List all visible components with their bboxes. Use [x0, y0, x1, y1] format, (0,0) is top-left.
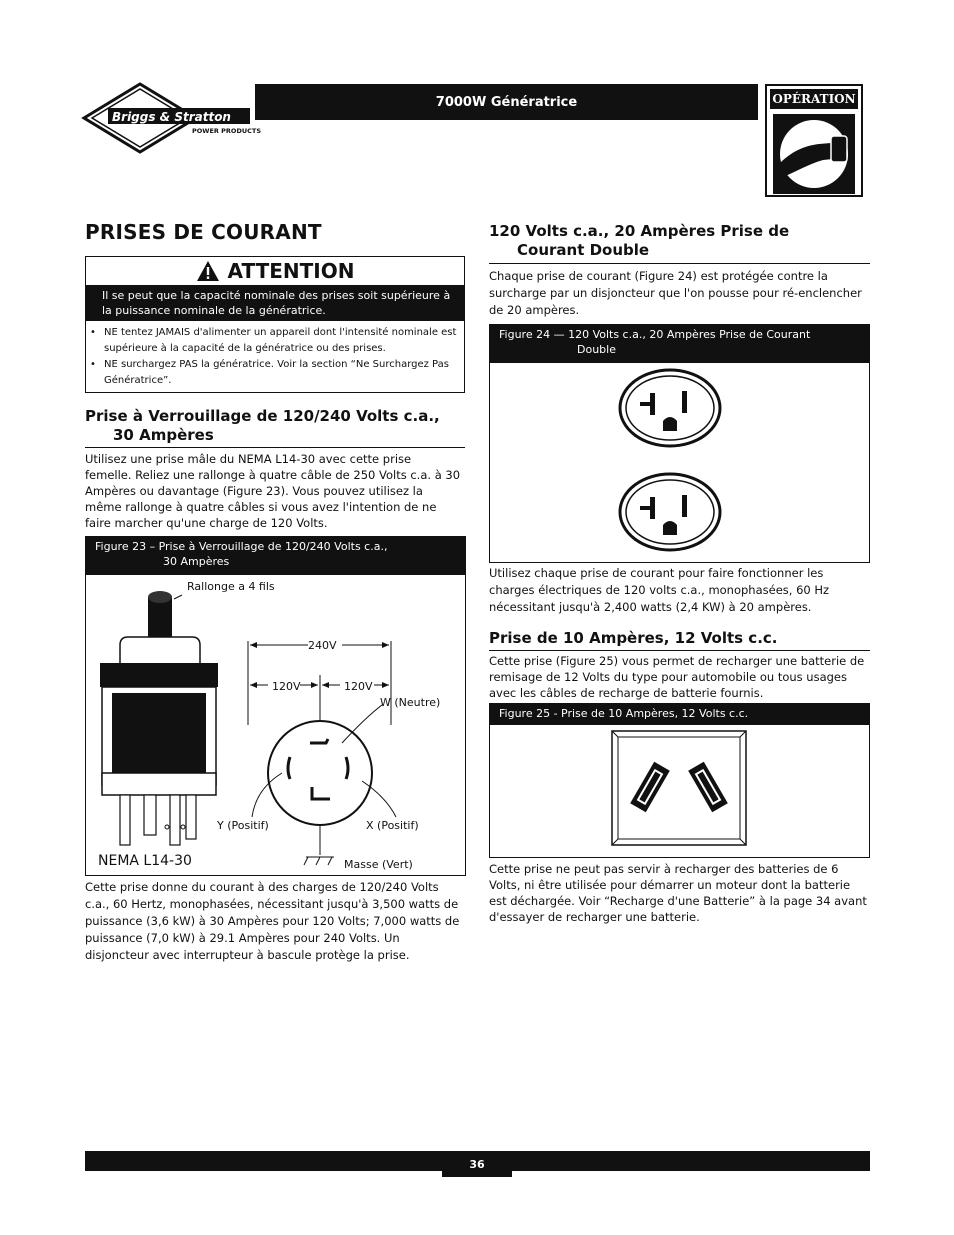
label-nema: NEMA L14-30 — [98, 853, 192, 869]
label-120v-left: 120V — [272, 680, 301, 693]
label-240v: 240V — [308, 639, 337, 652]
operation-badge — [765, 84, 863, 197]
attention-bullet: • NE surchargez PAS la génératrice. Voir la section “Ne Surchargez Pas Génératrice”. — [104, 357, 458, 389]
duplex-outlet-diagram — [490, 363, 869, 562]
brand-logo — [82, 82, 262, 154]
figure-24 — [489, 362, 870, 563]
dc-warning: Cette prise ne peut pas servir à recharger des batteries de 6 Volts, ni être utilisée pour démarrer un moteur dont la batterie est déchargée. Voir “Recharge d'une Batterie” à la page 34 avant d'essayer de recharger une batterie. — [489, 862, 867, 924]
label-y: Y (Positif) — [217, 819, 269, 832]
figure-25 — [489, 724, 870, 858]
attention-title: ATTENTION — [227, 259, 355, 283]
attention-bullet: • NE tentez JAMAIS d'alimenter un appareil dont l'intensité nominale est supérieure à la capacité de la génératrice ou des prises. — [104, 325, 458, 357]
figure-23-caption-line-1: Figure 23 – Prise à Verrouillage de 120/240 Volts c.a., — [95, 540, 388, 553]
section-heading-locking — [85, 407, 465, 448]
heading-line-1: 120 Volts c.a., 20 Ampères Prise de — [489, 222, 790, 240]
attention-list — [86, 325, 464, 389]
figure-23 — [85, 574, 466, 876]
operation-badge-label: OPÉRATION — [770, 89, 858, 109]
heading-line-2: 30 Ampères — [113, 426, 214, 444]
section-heading-duplex — [489, 222, 870, 264]
warning-triangle-icon — [196, 260, 220, 282]
locking-outro: Cette prise donne du courant à des charges de 120/240 Volts c.a., 60 Hertz, monophasées, nécessitant jusqu'à 3,500 watts de puissance (3,6 kW) à 30 Ampères pour 120 Volts; 7,000 watts de puissance (7,0 kW) à 29.1 Ampères pour 240 Volts. Un disjoncteur avec interrupteur à bascule protège la prise. — [85, 880, 460, 962]
figure-25-caption: Figure 25 - Prise de 10 Ampères, 12 Volts c.c. — [489, 703, 870, 724]
dc-slot-right — [688, 762, 728, 813]
document-title: 7000W Génératrice — [255, 84, 758, 120]
brand-sub: POWER PRODUCTS — [192, 127, 262, 135]
figure-24-caption — [489, 324, 870, 362]
page-title: PRISES DE COURANT — [85, 220, 322, 244]
label-neutre: W (Neutre) — [380, 696, 441, 709]
attention-box — [85, 256, 465, 393]
section-heading-dc: Prise de 10 Ampères, 12 Volts c.c. — [489, 629, 870, 651]
hand-switch-icon — [769, 112, 859, 196]
label-120v-right: 120V — [344, 680, 373, 693]
attention-warning: Il se peut que la capacité nominale des prises soit supérieure à la puissance nominale de la génératrice. — [86, 285, 464, 321]
dc-intro: Cette prise (Figure 25) vous permet de recharger une batterie de remisage de 12 Volts du type pour automobile ou tous usages avec les câbles de recharge de batterie fournis. — [489, 654, 865, 700]
duplex-usage: Utilisez chaque prise de courant pour faire fonctionner les charges électriques de 120 volts c.a., monophasées, 60 Hz nécessitant jusqu'à 2,400 watts (2,4 KW) à 20 ampères. — [489, 566, 830, 614]
dc-slot-left — [630, 762, 670, 813]
label-masse: Masse (Vert) — [344, 858, 413, 871]
heading-line-1: Prise à Verrouillage de 120/240 Volts c.a., — [85, 407, 440, 425]
dc-outlet-diagram — [490, 725, 869, 857]
label-x: X (Positif) — [366, 819, 419, 832]
locking-intro: Utilisez une prise mâle du NEMA L14-30 avec cette prise femelle. Reliez une rallonge à quatre câble de 250 Volts c.a. à 30 Ampères ou davantage (Figure 23). Vous pouvez utilisez la même rallonge à quatre câbles si vous avez l'intention de ne faire marcher qu'une charge de 120 Volts. — [85, 452, 461, 530]
duplex-intro: Chaque prise de courant (Figure 24) est protégée contre la surcharge par un disjoncteur que l'on pousse pour ré-enclencher de 20 ampères. — [489, 269, 862, 317]
figure-23-caption — [85, 536, 466, 574]
outlet-top — [620, 370, 720, 446]
heading-line-2: Courant Double — [517, 241, 650, 259]
outlet-bottom — [620, 474, 720, 550]
label-rallonge: Rallonge a 4 fils — [187, 580, 275, 593]
figure-24-caption-line-2: Double — [577, 343, 616, 356]
figure-24-caption-line-1: Figure 24 — 120 Volts c.a., 20 Ampères Prise de Courant — [499, 328, 811, 341]
figure-23-caption-line-2: 30 Ampères — [163, 555, 230, 568]
brand-name: Briggs & Stratton — [112, 110, 231, 124]
attention-header — [86, 257, 464, 285]
page-number: 36 — [442, 1151, 512, 1177]
figure-23-diagram — [86, 575, 465, 875]
